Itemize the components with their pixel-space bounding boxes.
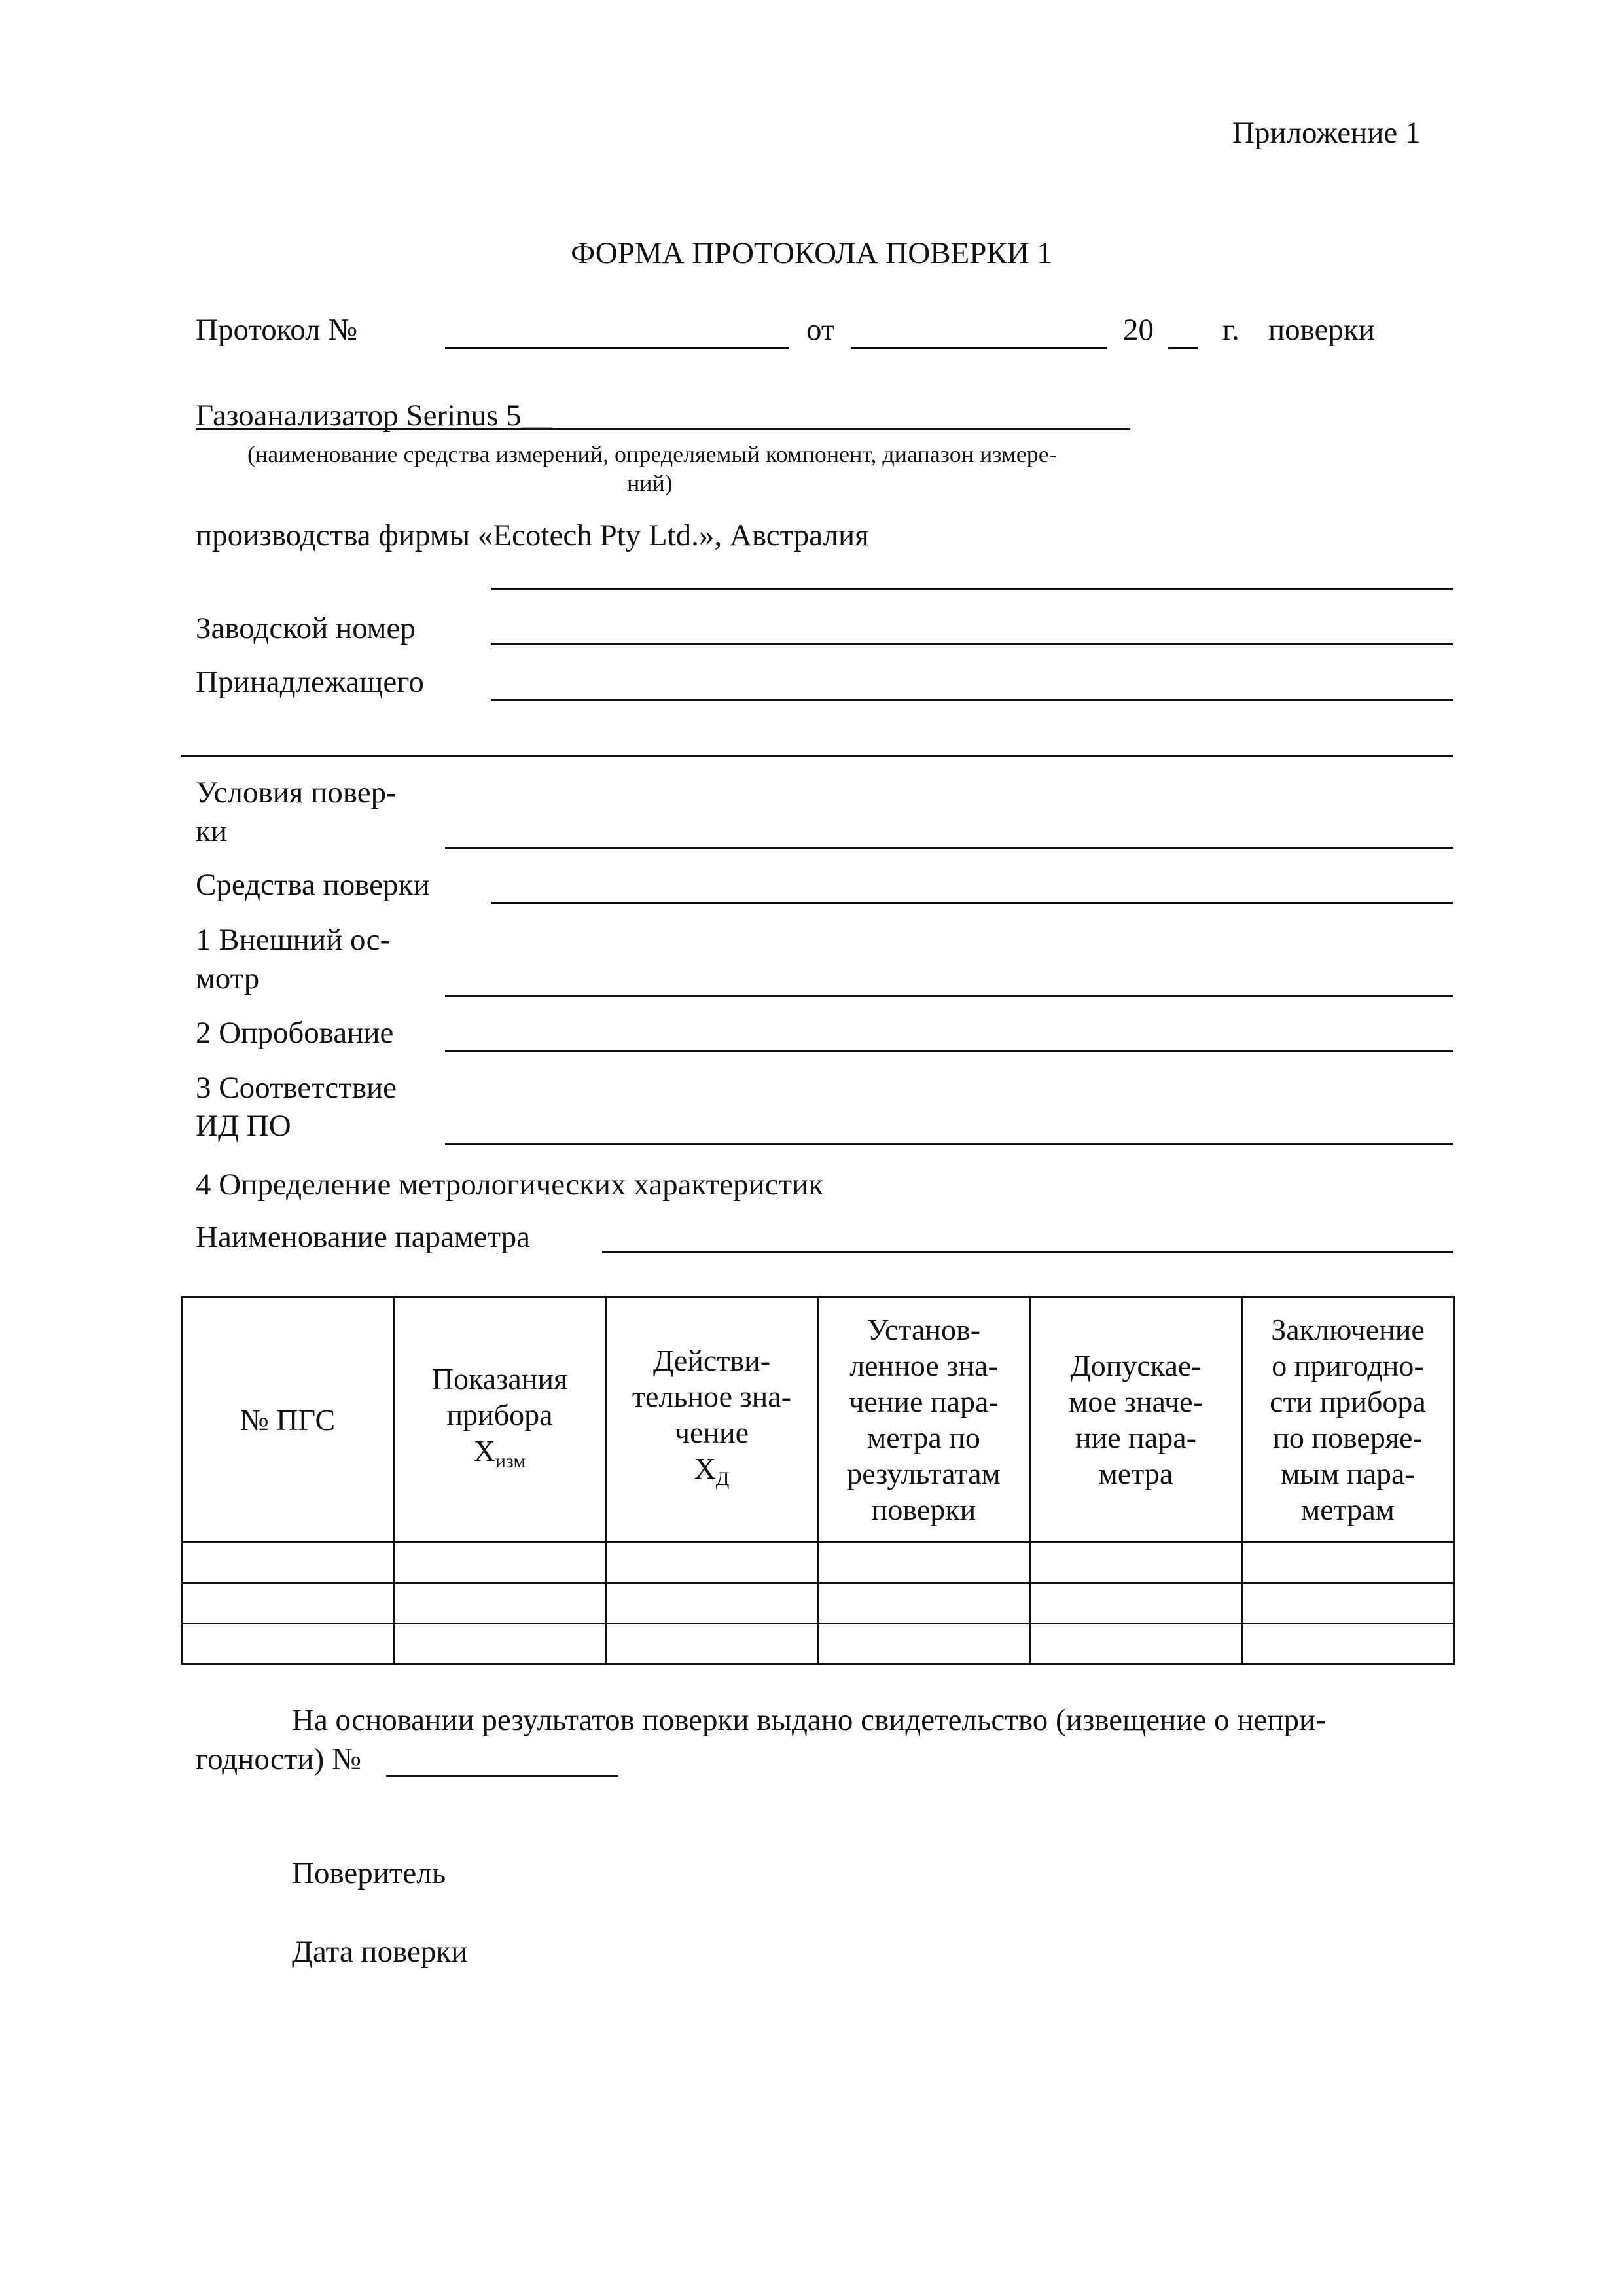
table-cell (394, 1583, 606, 1624)
means-blank (491, 902, 1453, 904)
header-line: результатам (847, 1457, 1001, 1490)
manufacturer: производства фирмы «Ecotech Pty Ltd.», Австралия (196, 518, 869, 552)
owner-blank (491, 699, 1453, 701)
table-row (182, 1543, 1454, 1583)
basis-text-line1: На основании результатов поверки выдано свидетельство (извещение о непри- (292, 1703, 1326, 1737)
header-line: мое значе- (1069, 1385, 1203, 1418)
header-line: Действи- (652, 1344, 771, 1377)
header-actual-value (606, 1297, 818, 1543)
header-line: ние пара- (1075, 1421, 1196, 1454)
symbol-letter: X (694, 1452, 716, 1485)
serial-number-blank (491, 643, 1453, 645)
date-blank (851, 347, 1107, 349)
metrological-heading: 4 Определение метрологических характеристик (196, 1168, 824, 1202)
table-row (182, 1624, 1454, 1664)
table-cell (606, 1583, 818, 1624)
table-header-row (182, 1297, 1454, 1543)
table-cell (1242, 1624, 1454, 1664)
table-cell (394, 1624, 606, 1664)
form-title: ФОРМА ПРОТОКОЛА ПОВЕРКИ 1 (571, 236, 1052, 270)
header-line: о пригодно- (1272, 1349, 1424, 1382)
software-label-line1: 3 Соответствие (196, 1071, 397, 1105)
table-cell (818, 1543, 1030, 1583)
basis-text-line2: годности) № (196, 1742, 361, 1776)
header-line: Установ- (866, 1313, 981, 1346)
parameter-name-blank (602, 1251, 1453, 1253)
header-established-value (818, 1297, 1030, 1543)
header-gas-mixture-number (182, 1297, 394, 1543)
header-instrument-reading (394, 1297, 606, 1543)
appendix-label: Приложение 1 (1232, 116, 1421, 150)
header-line: метрам (1301, 1493, 1395, 1526)
header-line: прибора (446, 1397, 553, 1431)
table-cell (182, 1543, 394, 1583)
section-divider (181, 755, 1453, 757)
header-line: чение пара- (849, 1385, 999, 1418)
header-line: Показания (431, 1361, 568, 1395)
results-table (181, 1296, 1455, 1665)
year-blank (1168, 347, 1198, 349)
table-cell (606, 1543, 818, 1583)
owner-label: Принадлежащего (196, 665, 424, 699)
symbol-letter: X (473, 1433, 495, 1467)
table-cell (1242, 1583, 1454, 1624)
table-cell (1030, 1624, 1242, 1664)
header-line: метра (1098, 1457, 1173, 1490)
software-blank (445, 1143, 1453, 1145)
parameter-name-label: Наименование параметра (196, 1220, 531, 1254)
external-label-line2: мотр (196, 961, 260, 996)
instrument-caption-line1: (наименование средства измерений, определяемый компонент, диапазон измере- (247, 441, 1057, 467)
verification-date-label: Дата поверки (292, 1935, 468, 1969)
header-line: сти прибора (1270, 1385, 1426, 1418)
from-label: от (806, 313, 835, 347)
verifier-label: Поверитель (292, 1856, 446, 1890)
instrument-caption-line2: ний) (627, 470, 673, 496)
software-label-line2: ИД ПО (196, 1109, 291, 1143)
instrument-underline (196, 428, 1130, 430)
table-cell (394, 1543, 606, 1583)
protocol-number-blank (445, 347, 789, 349)
testing-label: 2 Опробование (196, 1016, 394, 1050)
instrument-name-blank: __ (521, 399, 552, 433)
testing-blank (445, 1050, 1453, 1052)
header-line: Заключение (1271, 1313, 1425, 1346)
table-cell (606, 1624, 818, 1664)
header-line: метра по (867, 1421, 980, 1454)
header-symbol (395, 1433, 605, 1479)
table-cell (1030, 1543, 1242, 1583)
table-cell (1030, 1583, 1242, 1624)
conditions-label-line1: Условия повер- (196, 776, 397, 810)
year-suffix: г. (1222, 313, 1240, 347)
table-cell (818, 1624, 1030, 1664)
external-label-line1: 1 Внешний ос- (196, 923, 391, 957)
header-line: Допускае- (1070, 1349, 1202, 1382)
verification-word: поверки (1268, 313, 1375, 347)
serial-number-label: Заводской номер (196, 611, 416, 645)
table-cell (1242, 1543, 1454, 1583)
table-cell (818, 1583, 1030, 1624)
table-cell (182, 1583, 394, 1624)
table-row (182, 1583, 1454, 1624)
header-line: мым пара- (1281, 1457, 1415, 1490)
external-blank (445, 995, 1453, 997)
header-symbol (607, 1450, 817, 1497)
symbol-subscript: изм (495, 1450, 526, 1472)
manufacturer-blank (491, 588, 1453, 590)
header-line: по поверяе- (1273, 1421, 1423, 1454)
certificate-number-blank (386, 1775, 618, 1777)
header-line: поверки (871, 1493, 976, 1526)
header-line: тельное зна- (632, 1380, 792, 1413)
protocol-label: Протокол № (196, 313, 358, 347)
header-line: ленное зна- (849, 1349, 998, 1382)
means-label: Средства поверки (196, 868, 430, 902)
header-line: № ПГС (240, 1403, 336, 1437)
conditions-blank (445, 847, 1453, 849)
table-cell (182, 1624, 394, 1664)
header-line: чение (674, 1416, 749, 1449)
conditions-label-line2: ки (196, 814, 227, 848)
year-prefix: 20 (1123, 313, 1154, 347)
header-allowed-value (1030, 1297, 1242, 1543)
symbol-subscript: Д (715, 1468, 730, 1490)
instrument-name-text: Газоанализатор Serinus 5 (196, 399, 522, 433)
header-conclusion (1242, 1297, 1454, 1543)
